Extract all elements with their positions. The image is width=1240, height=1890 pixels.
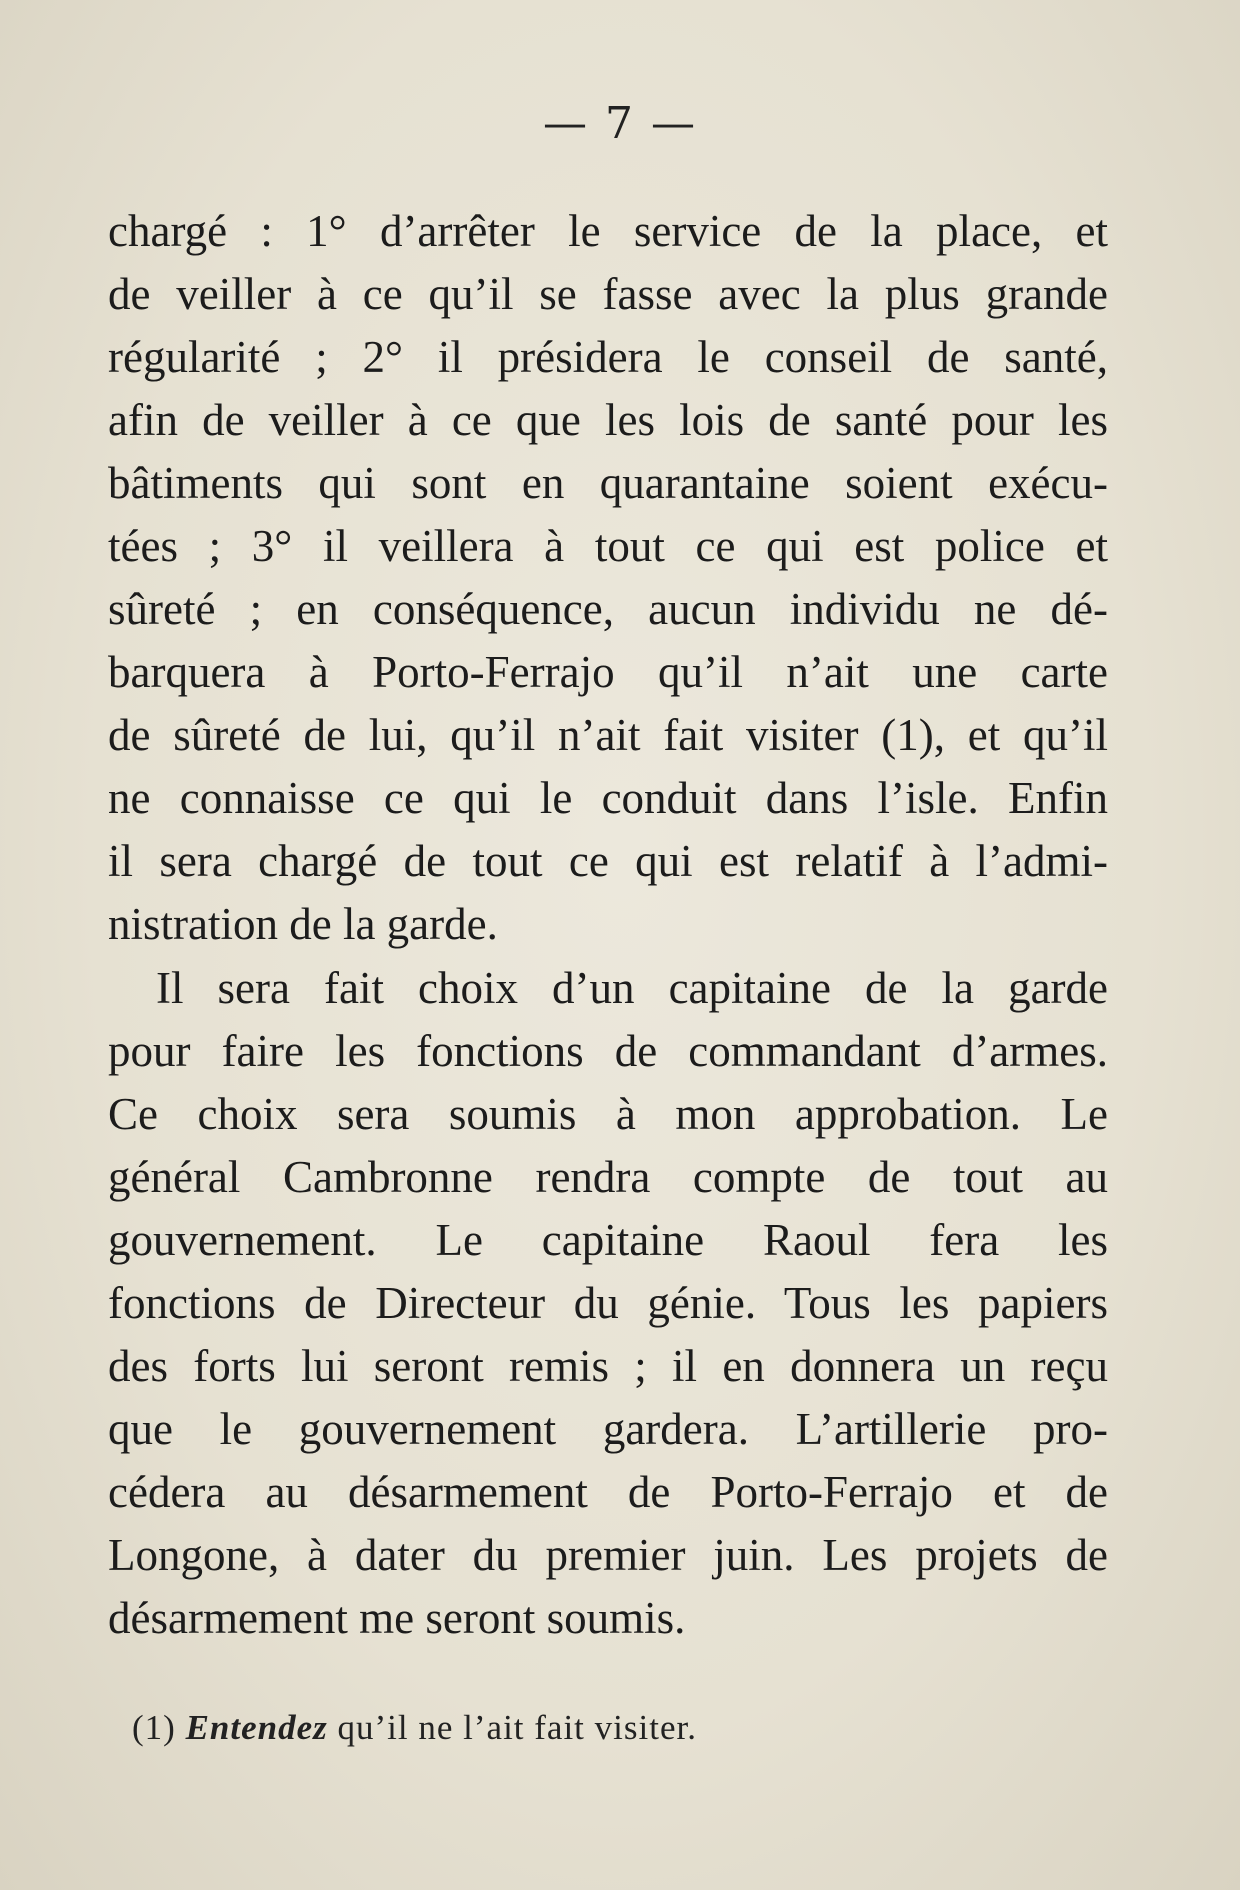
paragraph-2 [108, 957, 1108, 1650]
paragraph-1 [108, 200, 1108, 956]
text-line: tées ; 3° il veillera à tout ce qui est police et [108, 521, 1108, 571]
footnote-italic: Entendez [185, 1708, 328, 1747]
text-line: Il sera fait choix d’un capitaine de la garde [156, 963, 1108, 1013]
body-text [108, 200, 1108, 1650]
text-line: désarmement me seront soumis. [108, 1593, 686, 1643]
text-line: chargé : 1° d’arrêter le service de la place, et [108, 206, 1108, 256]
text-line: barquera à Porto-Ferrajo qu’il n’ait une carte [108, 647, 1108, 697]
text-line: sûreté ; en conséquence, aucun individu ne dé- [108, 584, 1108, 634]
text-line: pour faire les fonctions de commandant d’armes. [108, 1026, 1108, 1076]
text-line: gouvernement. Le capitaine Raoul fera les [108, 1215, 1108, 1265]
footnote-marker: (1) [132, 1708, 176, 1747]
text-line: régularité ; 2° il présidera le conseil de santé, [108, 332, 1108, 382]
text-line: des forts lui seront remis ; il en donnera un reçu [108, 1341, 1108, 1391]
footnote-text: qu’il ne l’ait fait visiter. [337, 1708, 697, 1747]
text-line: cédera au désarmement de Porto-Ferrajo et de [108, 1467, 1108, 1517]
text-line: Ce choix sera soumis à mon approbation. Le [108, 1089, 1108, 1139]
text-line: nistration de la garde. [108, 899, 498, 949]
text-line: Longone, à dater du premier juin. Les projets de [108, 1530, 1108, 1580]
text-line: que le gouvernement gardera. L’artillerie pro- [108, 1404, 1108, 1454]
text-line: afin de veiller à ce que les lois de santé pour les [108, 395, 1108, 445]
footnote [132, 1708, 697, 1748]
text-line: bâtiments qui sont en quarantaine soient exécu- [108, 458, 1108, 508]
text-line: fonctions de Directeur du génie. Tous les papiers [108, 1278, 1108, 1328]
page-number: — 7 — [543, 98, 697, 149]
text-line: ne connaisse ce qui le conduit dans l’isle. Enfin [108, 773, 1108, 823]
text-line: il sera chargé de tout ce qui est relatif à l’admi- [108, 836, 1108, 886]
text-line: de sûreté de lui, qu’il n’ait fait visiter (1), et qu’il [108, 710, 1108, 760]
text-line: de veiller à ce qu’il se fasse avec la plus grande [108, 269, 1108, 319]
text-line: général Cambronne rendra compte de tout au [108, 1152, 1108, 1202]
